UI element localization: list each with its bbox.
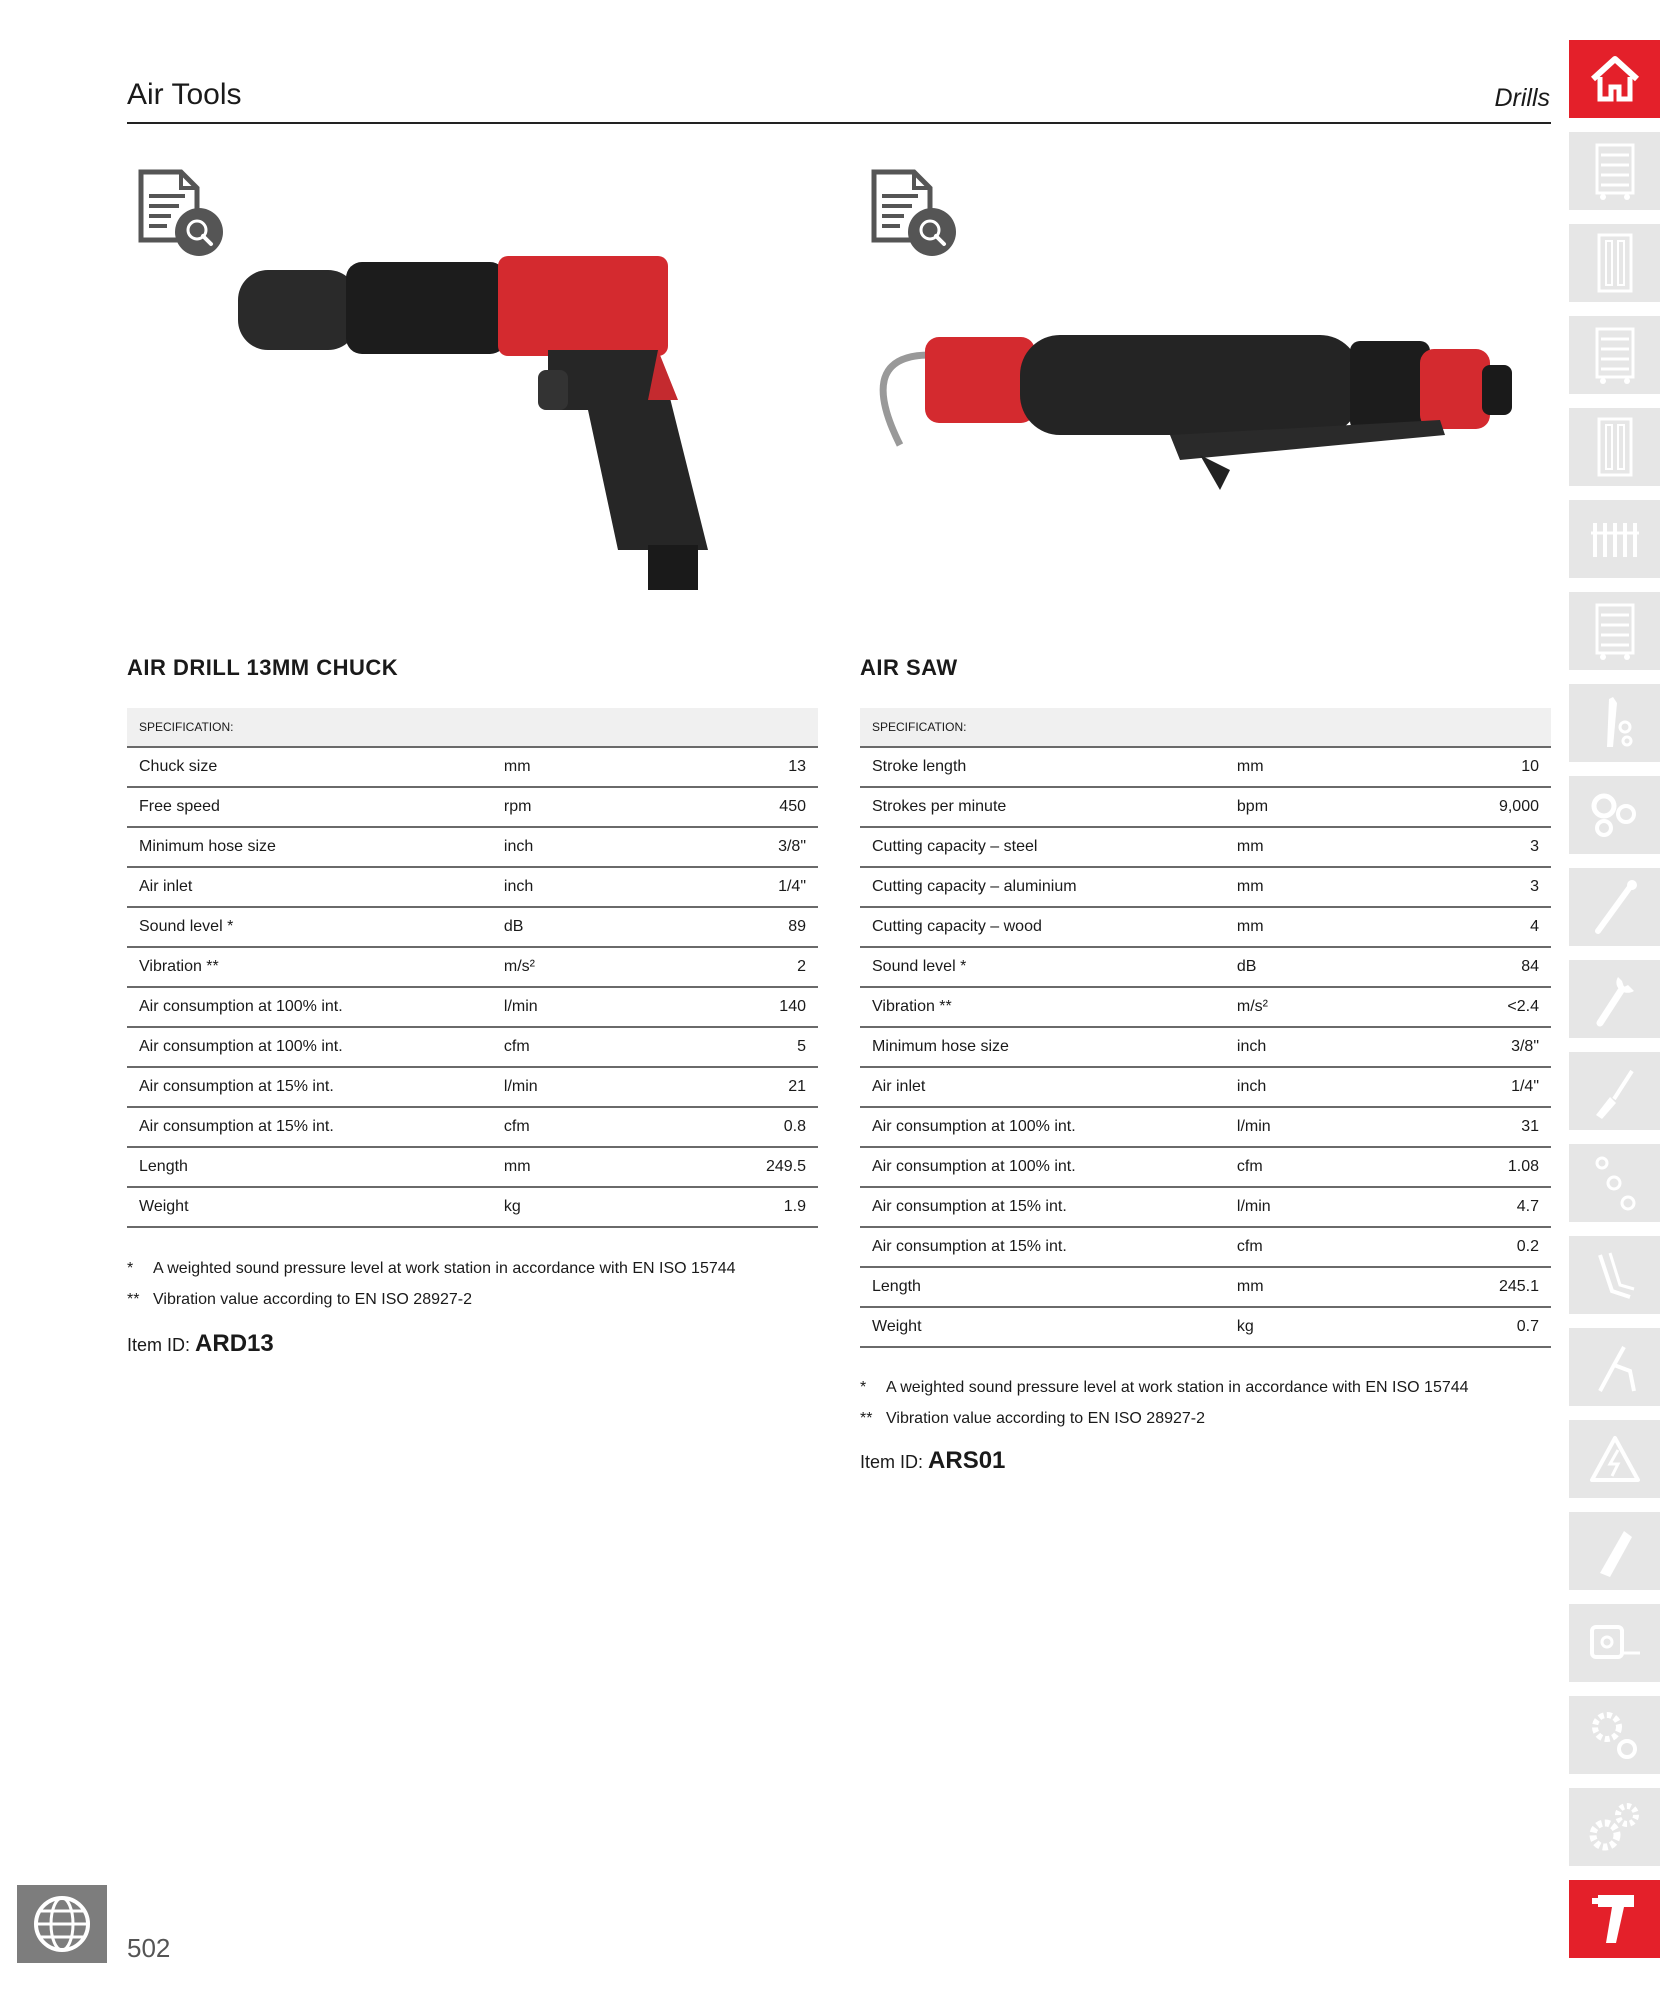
spec-unit: inch: [492, 827, 685, 867]
category-air-tools[interactable]: [1569, 1880, 1660, 1958]
spec-value: 0.2: [1418, 1227, 1551, 1267]
table-row: [860, 787, 1551, 827]
spec-name: Sound level *: [860, 947, 1225, 987]
footnotes: [860, 1372, 1469, 1434]
footnote-mark: *: [860, 1379, 867, 1396]
table-row: [860, 867, 1551, 907]
spec-value: 9,000: [1418, 787, 1551, 827]
website-link[interactable]: [17, 1885, 107, 1963]
spec-value: 13: [685, 747, 818, 787]
item-id-label: Item ID:: [860, 1452, 924, 1472]
spec-name: Weight: [127, 1187, 492, 1227]
item-id-value: ARS01: [928, 1447, 1006, 1474]
spec-name: Cutting capacity – wood: [860, 907, 1225, 947]
spec-unit: mm: [1225, 907, 1418, 947]
spec-name: Length: [127, 1147, 492, 1187]
spec-unit: dB: [492, 907, 685, 947]
spec-name: Air consumption at 100% int.: [127, 987, 492, 1027]
cutter-icon: [1590, 1521, 1640, 1581]
spec-name: Air consumption at 100% int.: [860, 1147, 1225, 1187]
torque-wrench-icon: [1590, 877, 1640, 937]
spec-name: Air consumption at 100% int.: [127, 1027, 492, 1067]
spec-unit: l/min: [1225, 1187, 1418, 1227]
document-search-icon[interactable]: [868, 168, 960, 260]
category-machinery[interactable]: [1569, 1788, 1660, 1866]
table-row: [127, 1067, 818, 1107]
table-row: [860, 947, 1551, 987]
spec-value: 1/4": [1418, 1067, 1551, 1107]
spec-value: 2: [685, 947, 818, 987]
category-bits[interactable]: [1569, 1144, 1660, 1222]
spec-value: 21: [685, 1067, 818, 1107]
spec-value: 4: [1418, 907, 1551, 947]
product-title: AIR SAW: [860, 655, 958, 680]
header-divider: [127, 122, 1551, 124]
spec-unit: m/s²: [492, 947, 685, 987]
spec-unit: l/min: [492, 987, 685, 1027]
electrical-icon: [1588, 1434, 1642, 1484]
air-tool-icon: [1590, 1889, 1640, 1949]
spec-name: Vibration **: [127, 947, 492, 987]
spec-value: 0.7: [1418, 1307, 1551, 1347]
spec-unit: dB: [1225, 947, 1418, 987]
category-tool-storage[interactable]: [1569, 132, 1660, 210]
spec-value: 0.8: [685, 1107, 818, 1147]
spec-value: <2.4: [1418, 987, 1551, 1027]
category-storage-systems[interactable]: [1569, 592, 1660, 670]
spec-unit: mm: [1225, 827, 1418, 867]
spec-name: Cutting capacity – steel: [860, 827, 1225, 867]
spec-unit: m/s²: [1225, 987, 1418, 1027]
spec-name: Air consumption at 15% int.: [127, 1067, 492, 1107]
spec-unit: inch: [492, 867, 685, 907]
item-id-label: Item ID:: [127, 1335, 191, 1355]
category-torque-tools[interactable]: [1569, 868, 1660, 946]
category-sockets[interactable]: [1569, 776, 1660, 854]
page-number: 502: [127, 1933, 171, 1963]
spec-name: Air consumption at 15% int.: [127, 1107, 492, 1147]
table-row: [127, 827, 818, 867]
spec-value: 89: [685, 907, 818, 947]
document-search-icon[interactable]: [135, 168, 227, 260]
spec-name: Stroke length: [860, 747, 1225, 787]
spec-value: 245.1: [1418, 1267, 1551, 1307]
category-tool-trays[interactable]: [1569, 224, 1660, 302]
footnote-mark: **: [860, 1410, 873, 1427]
table-row: [127, 1027, 818, 1067]
spec-unit: l/min: [1225, 1107, 1418, 1147]
spec-header: SPECIFICATION:: [127, 708, 818, 747]
footnote-mark: **: [127, 1291, 140, 1308]
category-hex-keys[interactable]: [1569, 1236, 1660, 1314]
table-row: [127, 987, 818, 1027]
table-row: [860, 1227, 1551, 1267]
section-title: Drills: [1494, 84, 1550, 112]
air-saw-image: [870, 325, 1540, 525]
gears-icon: [1587, 1707, 1643, 1763]
spec-name: Strokes per minute: [860, 787, 1225, 827]
category-wrenches[interactable]: [1569, 684, 1660, 762]
spec-name: Air consumption at 15% int.: [860, 1187, 1225, 1227]
spec-unit: bpm: [1225, 787, 1418, 827]
spec-name: Length: [860, 1267, 1225, 1307]
spec-name: Weight: [860, 1307, 1225, 1347]
spec-unit: kg: [1225, 1307, 1418, 1347]
spec-unit: mm: [492, 1147, 685, 1187]
spec-table: [860, 708, 1551, 1348]
spec-unit: kg: [492, 1187, 685, 1227]
table-row: [860, 1067, 1551, 1107]
category-cutting-tools[interactable]: [1569, 1512, 1660, 1590]
spec-value: 3: [1418, 867, 1551, 907]
table-row: [860, 1107, 1551, 1147]
table-row: [127, 907, 818, 947]
table-row: [860, 1027, 1551, 1067]
pliers-icon: [1590, 1337, 1640, 1397]
spec-name: Minimum hose size: [860, 1027, 1225, 1067]
table-row: [127, 1107, 818, 1147]
measuring-tape-icon: [1588, 1621, 1642, 1665]
bits-icon: [1590, 1153, 1640, 1213]
spec-value: 249.5: [685, 1147, 818, 1187]
table-row: [860, 907, 1551, 947]
footnote-mark: *: [127, 1260, 134, 1277]
spec-name: Air inlet: [860, 1067, 1225, 1107]
spec-unit: mm: [492, 747, 685, 787]
spec-unit: cfm: [492, 1107, 685, 1147]
spec-value: 84: [1418, 947, 1551, 987]
tool-cabinet-icon: [1593, 601, 1637, 661]
footnote-text: Vibration value according to EN ISO 28927-2: [886, 1410, 1206, 1427]
footnote-text: Vibration value according to EN ISO 28927-2: [153, 1291, 473, 1308]
category-workshop-cabinets[interactable]: [1569, 316, 1660, 394]
category-sidebar: [1569, 40, 1660, 1972]
table-row: [860, 827, 1551, 867]
spec-name: Air inlet: [127, 867, 492, 907]
tool-cabinet-icon: [1593, 141, 1637, 201]
spec-unit: mm: [1225, 867, 1418, 907]
category-screwdrivers[interactable]: [1569, 1052, 1660, 1130]
product-title: AIR DRILL 13MM CHUCK: [127, 655, 399, 680]
spec-value: 5: [685, 1027, 818, 1067]
spec-value: 3/8": [685, 827, 818, 867]
item-id: [127, 1330, 274, 1358]
spec-header: SPECIFICATION:: [860, 708, 1551, 747]
spec-value: 3/8": [1418, 1027, 1551, 1067]
hex-key-icon: [1590, 1245, 1640, 1305]
spec-name: Minimum hose size: [127, 827, 492, 867]
footnotes: [127, 1253, 736, 1315]
spec-value: 31: [1418, 1107, 1551, 1147]
spec-unit: inch: [1225, 1067, 1418, 1107]
spec-name: Air consumption at 100% int.: [860, 1107, 1225, 1147]
socket-icon: [1590, 790, 1640, 840]
spec-table: [127, 708, 818, 1228]
spec-unit: mm: [1225, 747, 1418, 787]
spec-name: Sound level *: [127, 907, 492, 947]
tool-cabinet-icon: [1593, 325, 1637, 385]
machinery-icon: [1587, 1799, 1643, 1855]
spec-unit: cfm: [1225, 1147, 1418, 1187]
spec-name: Chuck size: [127, 747, 492, 787]
table-row: [860, 987, 1551, 1027]
spec-unit: mm: [1225, 1267, 1418, 1307]
spec-value: 1.9: [685, 1187, 818, 1227]
table-row: [127, 747, 818, 787]
footnote-text: A weighted sound pressure level at work station in accordance with EN ISO 15744: [153, 1260, 736, 1277]
table-row: [127, 867, 818, 907]
spec-name: Air consumption at 15% int.: [860, 1227, 1225, 1267]
tool-tray-icon: [1593, 415, 1637, 479]
category-measuring[interactable]: [1569, 1604, 1660, 1682]
home-button[interactable]: [1569, 40, 1660, 118]
wrench-icon: [1595, 693, 1635, 753]
category-adjustable-wrenches[interactable]: [1569, 960, 1660, 1038]
table-row: [860, 1147, 1551, 1187]
footnote-text: A weighted sound pressure level at work station in accordance with EN ISO 15744: [886, 1379, 1469, 1396]
spec-name: Vibration **: [860, 987, 1225, 1027]
table-row: [127, 947, 818, 987]
table-row: [860, 1187, 1551, 1227]
spec-unit: inch: [1225, 1027, 1418, 1067]
spec-unit: rpm: [492, 787, 685, 827]
category-module-trays[interactable]: [1569, 408, 1660, 486]
item-id: [860, 1447, 1005, 1475]
spec-value: 3: [1418, 827, 1551, 867]
category-electrical[interactable]: [1569, 1420, 1660, 1498]
item-id-value: ARD13: [195, 1330, 274, 1357]
table-row: [127, 1187, 818, 1227]
page-title: Air Tools: [127, 78, 242, 111]
spec-unit: l/min: [492, 1067, 685, 1107]
globe-icon: [32, 1894, 92, 1954]
tool-tray-icon: [1593, 231, 1637, 295]
table-row: [127, 1147, 818, 1187]
spec-value: 1.08: [1418, 1147, 1551, 1187]
table-row: [860, 1267, 1551, 1307]
table-row: [860, 1307, 1551, 1347]
spec-value: 140: [685, 987, 818, 1027]
spec-value: 1/4": [685, 867, 818, 907]
spec-name: Cutting capacity – aluminium: [860, 867, 1225, 907]
home-icon: [1589, 55, 1641, 103]
tool-set-icon: [1589, 517, 1641, 561]
table-row: [127, 787, 818, 827]
spec-value: 450: [685, 787, 818, 827]
air-drill-image: [228, 250, 748, 600]
category-gears[interactable]: [1569, 1696, 1660, 1774]
spec-value: 4.7: [1418, 1187, 1551, 1227]
spec-unit: cfm: [1225, 1227, 1418, 1267]
spec-unit: cfm: [492, 1027, 685, 1067]
screwdriver-icon: [1590, 1061, 1640, 1121]
category-tool-sets[interactable]: [1569, 500, 1660, 578]
spec-value: 10: [1418, 747, 1551, 787]
category-pliers[interactable]: [1569, 1328, 1660, 1406]
table-row: [860, 747, 1551, 787]
adjustable-wrench-icon: [1590, 969, 1640, 1029]
spec-name: Free speed: [127, 787, 492, 827]
